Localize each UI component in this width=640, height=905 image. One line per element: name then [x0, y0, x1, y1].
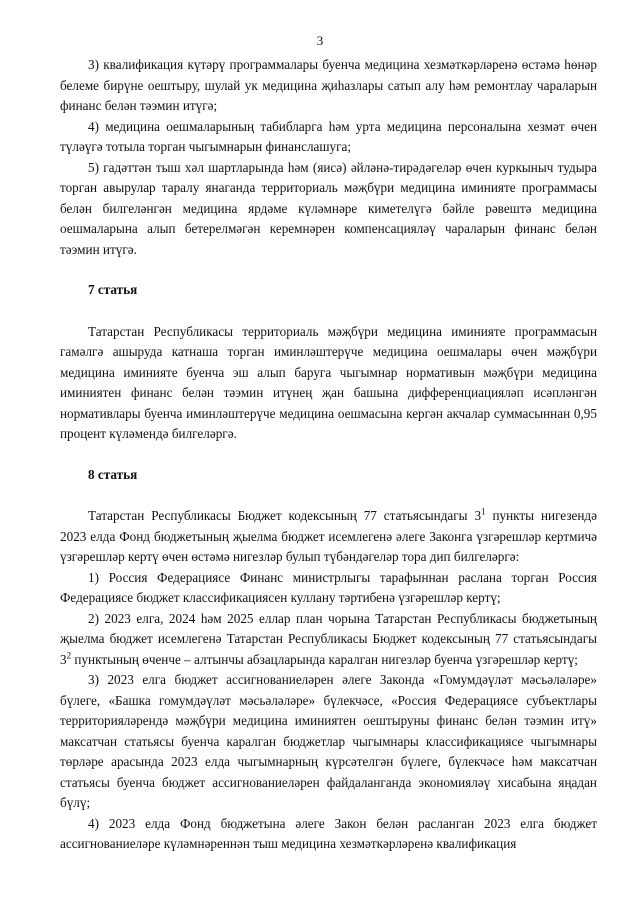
article-8-item-2-after: пунктының өченче – алтынчы абзацларында каралган нигезләр буенча үзгәрешләр кертү;	[71, 651, 578, 667]
article-7-heading: 7 статья	[88, 282, 138, 297]
list-item: 5) гадәттән тыш хәл шартларында һәм (яисә) әйләнә-тирәдәгеләр өчен куркыныч тудыра торган авырулар таралу янаганда территориаль мәҗбүри медицина иминияте программасы белән билгеләнгән медицина ярдәме күләмнәре кимeтелүгә бәйле рәвештә медицина оешмаларына алып бетерелмәгән керемнәрен компенсацияләү чараларын финанс белән тәэмин итүгә.	[60, 159, 597, 257]
article-8-item-2	[60, 609, 597, 671]
list-item: 3) квалификация күтәрү программалары буенча медицина хезмәткәрләренә өстәмә һөнәр белеме бирүне оештыру, шулай ук медицина җиһазлары сатып алу һәм ремонтлау чараларын финанс белән тәэмин итүгә;	[60, 57, 597, 113]
article-7-text: Татарстан Республикасы территориаль мәҗбүри медицина иминияте программасын гамәлгә ашыруда катнаша торган иминләштерүче медицина оешмалары өчен мәҗбүри медицина иминияте буенча эш алып баруга чыгымнар нормативын мәҗбүри медицина иминиятен финанс белән тәэмин итүнең җан башына дифференциацияләп исәпләнгән нормативлары буенча иминләштерүче медицина оешмасына кергән акчалар суммасыннан 0,95 процент күләмендә билгеләргә.	[60, 323, 597, 441]
article-8-item-3: 3) 2023 елга бюджет ассигнованиеләрен әлеге Законда «Гомумдәүләт мәсьәләләре» бүлеге, «Башка гомумдәүләт мәсьәләләре» бүлекчәсе, «Россия Федерациясе субъектлары территорияләрендә мәҗбүри медицина иминиятен оештыруны финанс белән тәэмин итү» максатчан статьясы буенча каралган бюджетлар чыгымнары классификациясе чыгымнары төрләре арасында 2023 елда чыгымнарның күрсәтелгән бүлеге, бүлекчәсе һәм максатчан статьясы буенча бюджет ассигнованиеләрен файдаланганда экономияләү хисабына яңадан бүлү;	[60, 672, 597, 810]
article-8-intro-sup: 1	[481, 506, 486, 517]
article-8-item-1: 1) Россия Федерациясе Финанс министрлыгы тарафыннан раслана торган Россия Федерациясе бюджет классификациясен куллану тәртибенә үзгәрешләр кертү;	[60, 569, 597, 605]
page-number: 3	[316, 33, 324, 48]
document-body	[60, 55, 597, 855]
list-item: 4) медицина оешмаларының табибларга һәм урта медицина персоналына хезмәт өчен түләүгә тотыла торган чыгымнарын финанслашуга;	[60, 118, 597, 154]
article-8-intro-after: пункты нигезендә 2023 елда Фонд бюджетының җыелма бюджет исемлегенә әлеге Законга үзгәрешләр кертмичә үзгәрешләр кертү өчен өстәмә нигезләр булып түбәндәгеләр тора дип билгеләргә:	[60, 508, 597, 564]
article-8-item-4: 4) 2023 елда Фонд бюджетына әлеге Закон белән расланган 2023 елга бюджет ассигнованиеләре күләмнәреннән тыш медицина хезмәткәрләренә квалификация	[60, 815, 597, 851]
article-8-item-2-sup: 2	[66, 650, 72, 661]
article-8-intro-before: Татарстан Республикасы Бюджет кодексының 77 статьясындагы 3	[88, 508, 482, 523]
article-8-heading: 8 статья	[88, 466, 138, 482]
article-8-intro	[60, 506, 597, 568]
article-8-item-2-before: 2) 2023 елга, 2024 һәм 2025 еллар план чорына Татарстан Республикасы бюджетының җыелма бюджет исемлегенә Татарстан Республикасы Бюджет кодексының 77 статьясындагы 3	[60, 610, 597, 667]
